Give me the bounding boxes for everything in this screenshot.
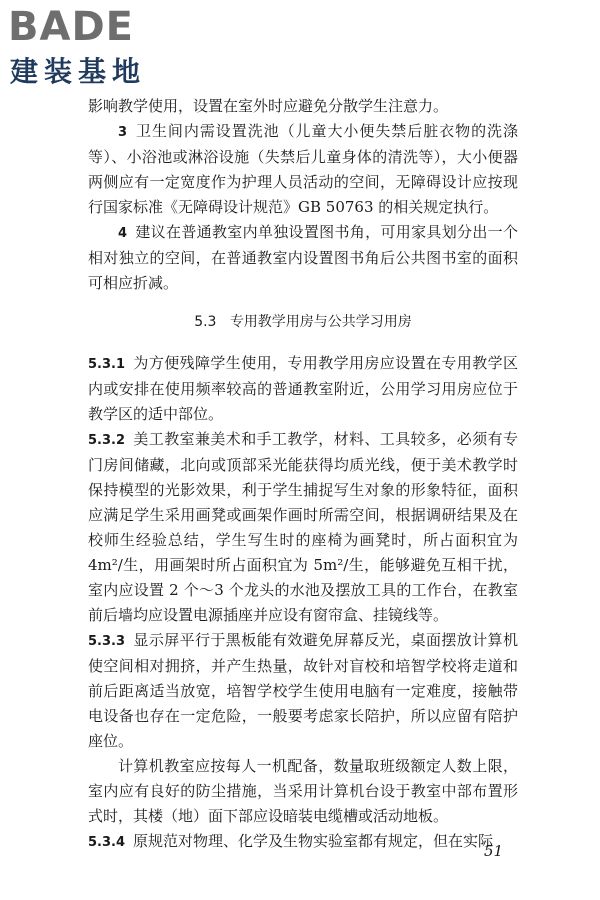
clause-5-3-3 [88,628,518,754]
logo [8,4,188,94]
logo-mark: BADE [8,4,134,50]
clause-5-3-4 [88,829,518,855]
clause-text: 原规范对物理、化学及生物实验室都有规定，但在实际 [133,832,494,850]
item-number: 3 [118,125,128,140]
logo-subtitle: 建装基地 [10,55,147,88]
body-text [88,94,518,855]
clause-text: 为方便残障学生使用，专用教学用房应设置在专用教学区内或安排在使用频率较高的普通教室附近，公用学习用房应位于教学区的适中部位。 [88,354,518,423]
section-heading [88,310,518,335]
paragraph-item-3 [88,119,518,220]
clause-number: 5.3.2 [88,433,126,448]
clause-text: 美工教室兼美术和手工教学，材料、工具较多，必须有专门房间储藏，北向或顶部采光能获得均质光线，便于美术教学时保持模型的光影效果，利于学生捕捉写生对象的形象特征，面积应满足学生采用画凳或画架作画时所需空间，根据调研结果及在校师生经验总结，学生写生时的座椅为画凳时，所占面积宜为4m²/生，用画架时所占面积宜为 5m²/生，能够避免互相干扰，室内应设置 2 个～3 个龙头的水池及摆放工具的工作台，在教室前后墙均应设置电源插座并应设有窗帘盒、挂镜线等。 [88,430,518,624]
clause-text: 显示屏平行于黑板能有效避免屏幕反光，桌面摆放计算机使空间相对拥挤，并产生热量，故针对盲校和培智学校将走道和前后距离适当放宽，培智学校学生使用电脑有一定难度，接触带电设备也存在一定危险，一般要考虑家长陪护，所以应留有陪护座位。 [88,631,518,750]
section-number: 5.3 [194,314,217,330]
item-number: 4 [118,226,128,241]
paragraph-continuation: 影响教学使用，设置在室外时应避免分散学生注意力。 [88,97,449,115]
clause-continuation: 计算机教室应按每人一机配备，数量取班级额定人数上限，室内应有良好的防尘措施，当采用计算机台设于教室中部布置形式时，其楼（地）面下部应设暗装电缆槽或活动地板。 [88,757,518,825]
section-title: 专用教学用房与公共学习用房 [229,314,412,330]
item-text: 建议在普通教室内单独设置图书角，可用家具划分出一个相对独立的空间，在普通教室内设置图书角后公共图书室的面积可相应折减。 [88,223,518,292]
paragraph-item-4 [88,220,518,296]
clause-number: 5.3.4 [88,835,126,850]
clause-number: 5.3.1 [88,357,126,372]
page-number: 51 [484,842,504,860]
item-text: 卫生间内需设置洗池（儿童大小便失禁后脏衣物的洗涤等）、小浴池或淋浴设施（失禁后儿童身体的清洗等），大小便器两侧应有一定宽度作为护理人员活动的空间，无障碍设计应按现行国家标准《无障碍设计规范》GB 50763 的相关规定执行。 [88,122,518,216]
clause-number: 5.3.3 [88,634,126,649]
clause-5-3-1 [88,351,518,427]
clause-5-3-2 [88,427,518,628]
